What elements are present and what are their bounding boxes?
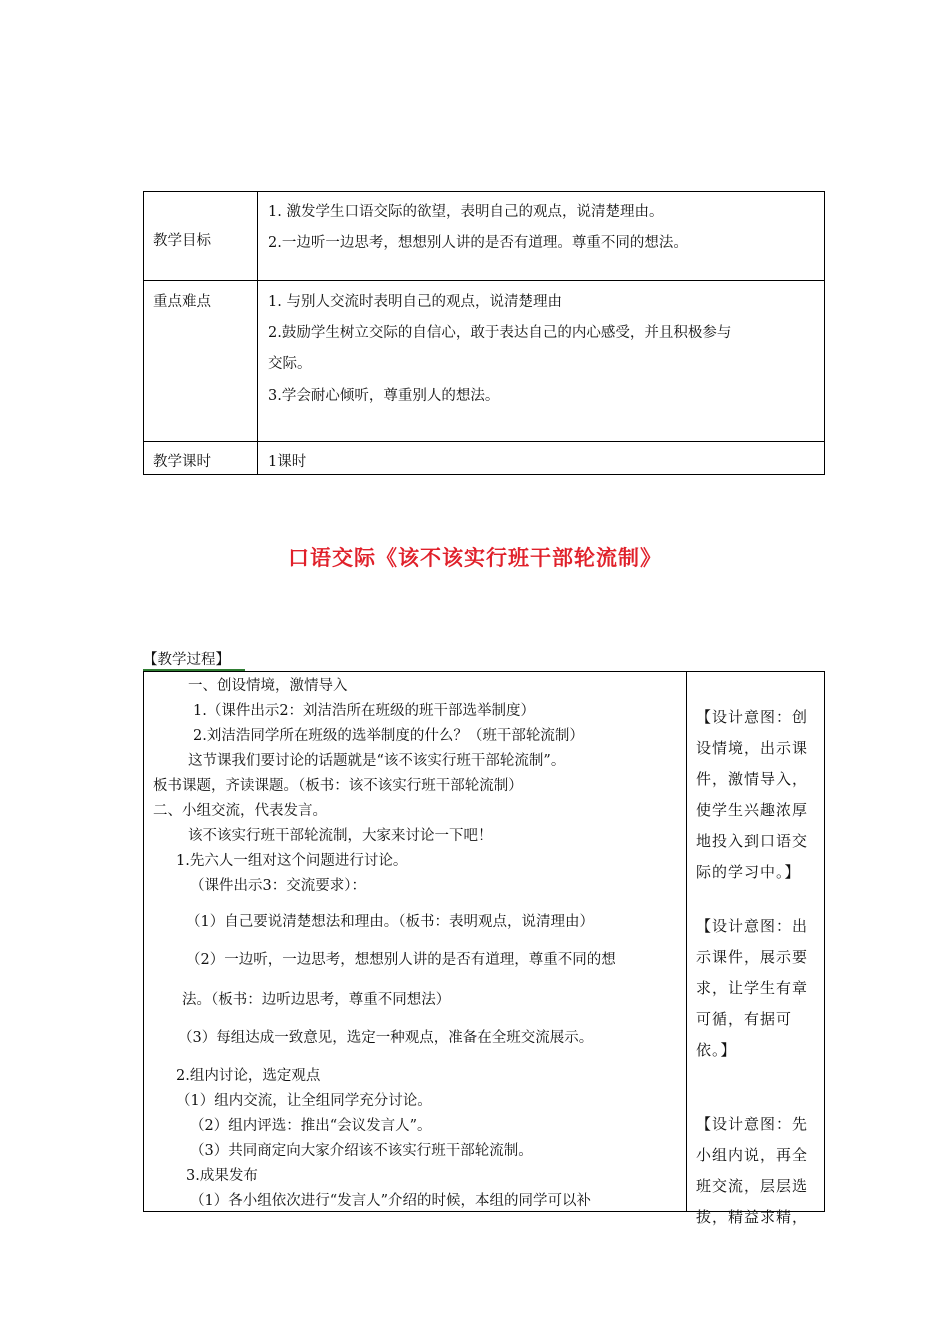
objectives-line-1: 1. 激发学生口语交际的欲望，表明自己的观点，说清楚理由。 <box>268 204 664 220</box>
process-line: 这节课我们要讨论的话题就是“该不该实行班干部轮流制”。 <box>188 753 566 769</box>
process-line: （2）一边听，一边思考，想想别人讲的是否有道理，尊重不同的想 <box>186 952 616 968</box>
page-title: 口语交际《该不该实行班干部轮流制》 <box>288 546 662 570</box>
process-line: 法。（板书：边听边思考，尊重不同想法） <box>182 992 451 1008</box>
row-label-objectives: 教学目标 <box>153 233 211 249</box>
design-note-3: 【设计意图：先小组内说，再全班交流，层层选拔，精益求精， <box>696 1115 809 1226</box>
process-line: 二、小组交流，代表发言。 <box>153 803 327 819</box>
design-note-1: 【设计意图：创设情境，出示课件，激情导入，使学生兴趣浓厚地投入到口语交际的学习中。】 <box>696 708 809 881</box>
process-line: 1.（课件出示2：刘洁浩所在班级的班干部选举制度） <box>193 703 536 719</box>
keypoints-line-4: 3.学会耐心倾听，尊重别人的想法。 <box>268 388 500 404</box>
process-line: （课件出示3：交流要求）： <box>190 878 366 894</box>
hours-value: 1课时 <box>268 454 307 470</box>
keypoints-line-1: 1. 与别人交流时表明自己的观点，说清楚理由 <box>268 294 562 310</box>
objectives-line-2: 2.一边听一边思考，想想别人讲的是否有道理。尊重不同的想法。 <box>268 235 688 251</box>
row-label-keypoints: 重点难点 <box>153 294 211 310</box>
process-line: 2.组内讨论，选定观点 <box>176 1068 321 1084</box>
process-line: 3.成果发布 <box>186 1168 258 1184</box>
keypoints-line-3: 交际。 <box>268 356 312 372</box>
row-label-hours: 教学课时 <box>153 454 211 470</box>
process-line: （1）自己要说清楚想法和理由。（板书：表明观点，说清理由） <box>186 914 594 930</box>
process-line: 1.先六人一组对这个问题进行讨论。 <box>176 853 408 869</box>
process-label: 【教学过程】 <box>143 652 230 668</box>
design-note-2: 【设计意图：出示课件，展示要求，让学生有章可循，有据可依。】 <box>696 917 809 1059</box>
process-line: （2）组内评选：推出“会议发言人”。 <box>190 1118 432 1134</box>
process-line: 板书课题，齐读课题。（板书：该不该实行班干部轮流制） <box>153 778 523 794</box>
process-line: （3）每组达成一致意见，选定一种观点，准备在全班交流展示。 <box>178 1030 594 1046</box>
process-line: 2.刘洁浩同学所在班级的选举制度的什么？（班干部轮流制） <box>193 728 584 744</box>
keypoints-line-2: 2.鼓励学生树立交际的自信心，敢于表达自己的内心感受，并且积极参与 <box>268 325 732 341</box>
process-line: （1）各小组依次进行“发言人”介绍的时候，本组的同学可以补 <box>190 1193 592 1209</box>
process-line: （1）组内交流，让全组同学充分讨论。 <box>176 1093 432 1109</box>
process-line: 一、创设情境，激情导入 <box>188 678 348 694</box>
process-line: （3）共同商定向大家介绍该不该实行班干部轮流制。 <box>190 1143 533 1159</box>
process-line: 该不该实行班干部轮流制，大家来讨论一下吧！ <box>188 828 493 844</box>
